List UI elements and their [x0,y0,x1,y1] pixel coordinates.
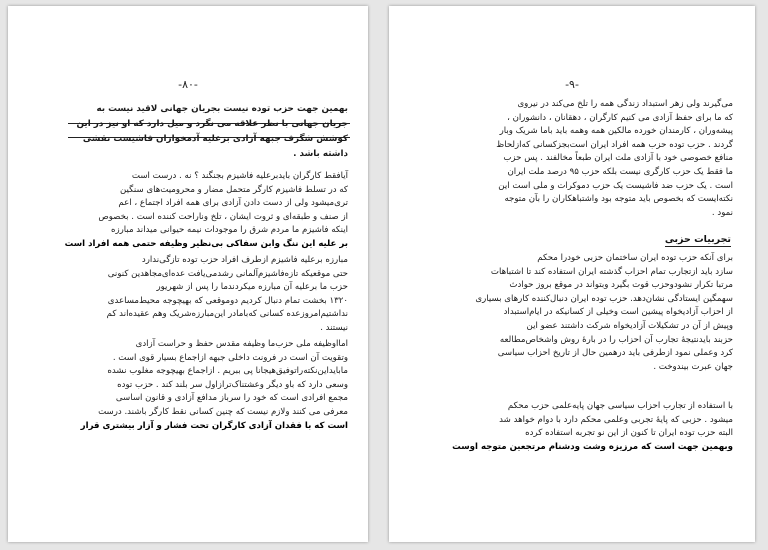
text-line: مبارزه برعلیه فاشیزم ازطرف افراد حزب توده تازگی‌ندارد [141,255,348,265]
text-line: که ما برای حفظ آزادی می کنیم کارگران ، دهقانان ، دانشوران ، [507,112,733,123]
text-line: می‌گیرند ولی زهر استبداد زندگی همه را تلخ می‌کند در نیرو‌ی [517,99,733,109]
text-line: نمود . [711,207,733,218]
text-line: وپیش از آن در تشکیلات آزادیخواه شرکت داشتند عضو این [526,320,733,331]
text-line: مجمع افرادی است که خود را سرباز مدافع آزادی و قانون اساسی [115,393,348,404]
text-line: که در تسلط فاشیزم کارگر متحمل مضار و محرومیت‌های سنگین [119,184,348,195]
text-line: معرفی می کنند ولازم نیست که چنین کسانی نقط کارگر باشند. درست [98,406,348,417]
text-line: وتقویت آن است در فرونت داخلی جبهه ازاجماع بسیار قوی است . [112,352,348,363]
paragraph-2 [417,252,733,374]
paragraph-1 [417,98,733,220]
page-number: -۸۰- [178,78,198,91]
text-line: است که با فقدان آزادی کارگران تحت فشار و آزار بیشتری قرار [80,420,348,431]
paragraph-3 [30,338,348,433]
divider [68,137,350,138]
text-line: پیشه‌وران ، کارمندان خورده مالکین همه وهمه باید باما شریک وبار [499,126,733,137]
paragraph-1 [30,170,348,252]
text-line: نداشتیم‌امروزعده کسانی که‌بامادر این‌مبارزه‌شریک وهم عقیده‌اند کم [106,309,348,320]
paragraph-2 [30,254,348,336]
text-line: آیافقط کارگران بایدبرعلیه فاشیزم بجنگند ؟ نه . درست است [131,171,348,181]
text-line: حزب ما برعلیه آن مبارزه میکردندما را پس از شهریور [156,282,348,293]
text-line: برای آنکه حزب توده ایران ساختمان حزبی خودرا محکم [537,253,733,263]
text-line: سهمگین ایستادگی نشان‌دهد. حزب توده ایران دنبال‌کننده کارهای بسیاری [475,293,733,304]
text-line: جهان عبرت بیندوخت . [653,361,733,372]
heading-line: بهمین جهت حزب توده نیست بجریان جهانی لاقید نیست به [96,104,348,114]
text-line: مابایداین‌نکته‌راتوفیق‌هیجانا پی ببریم . ازاجماع بهیچوجه مغلوب نشده [107,366,348,377]
left-page [8,6,368,542]
text-line: اینکه فاشیزم ما مردم شرق را موجودات نیمه حیوانی میداند مبارزه [110,225,348,236]
text-line: امااوظیفه ملی حزب‌ما وظیفه مقدس حفظ و حراست آزادی [135,339,348,349]
heading-paragraph [30,102,348,162]
text-line: میشود . حزبی که پایهٔ تجربی وعلمی محکم دارد با دوام خواهد شد [499,414,733,425]
right-page [389,6,755,542]
text-line: حزبند بایدنتیجهٔ تجارب آن احزاب را در بارهٔ روش واشخاص‌مطالعه [499,334,733,345]
text-line: از احزاب آزادیخواه پیشین است وخیلی از کسانیکه در ایام‌استبداد [503,307,733,318]
heading-line: کوشش شگرف جبهه آزادی برعلیه آدمخواران فاشیست نقشی [82,134,348,144]
text-line: بر علیه این ننگ وابن سفاکی بی‌نظیر وظیفه حتمی همه افراد است [64,238,348,249]
text-line: تری‌میشود ولی از دست دادن آزادی برای همه افراد اجتماع ، اعم [118,198,348,209]
heading-line: جریان جهانی با نظر علاقه می نگرد و میل دارد که او نیز در این [76,119,348,129]
text-line: سازد باید ازتجارب تمام احزاب گذشته ایران استفاده کند تا اشتباهات [490,266,733,277]
divider [68,123,350,124]
text-line: است . یک حزب ضد فاشیست یک حزب دموکرات و ملی است این [498,180,733,191]
text-line: وسعی دارد که باو دیگر وعشتناک‌ترازاول سر بلند کند . حزب توده [117,379,348,390]
text-line: از صنف و طبقه‌ای و ثروت ایشان ، تلخ وناراحت کننده است . بخصوص [98,211,348,222]
text-line: مرتبا تکرار نشودوحزب قوت بگیرد وبتواند در موقع بروز حوادث [509,280,733,291]
paragraph-3 [417,400,733,454]
text-line: البته حزب توده ایران تا کنون از این نو تجربه استفاده کرده [525,428,733,439]
text-line: نیستند . [320,322,348,333]
heading-line: داشته باشد . [293,149,348,159]
text-line: ما فقط یک حزب کارگری نیست بلکه حزب ۹۵ درصد ملت ایران [507,166,733,177]
text-line: حتی موقعیکه تازه‌فاشیزم‌آلمانی رشدمی‌یافت عده‌ای‌مجاهدین کنونی [107,268,348,279]
text-line: منافع خصوصی خود با آزادی ملت ایران طبعاً مخالفند . پس حزب [503,153,733,164]
text-line: با استفاده از تجارب احزاب سیاسی جهان پایه‌علمی حزب محکم [507,401,733,411]
page-number: -۹- [565,78,579,91]
section-title: تجربیات حزبی [664,234,731,245]
text-line: ۱۳۲۰ بخشت تمام دنبال کردیم دوموقعی که بهیچوجه محیط‌مساعدی [107,295,348,306]
text-line: نکته‌ایست که بخصوص باید متوجه بود واشتباهکاران را بآن متوجه [504,194,733,205]
text-line: گردند . حزب توده حزب همه افراد ایران است‌بجزکسانی که‌ازلحاظ [496,139,733,150]
text-line: وبهمین جهت است که مرزیزه وشت ودشنام مرتجعین متوجه اوست [452,441,733,452]
text-line: کرد وعملی نمود ازطرفی باید درهمین حال از تاریخ احزاب سیاسی [497,348,733,359]
